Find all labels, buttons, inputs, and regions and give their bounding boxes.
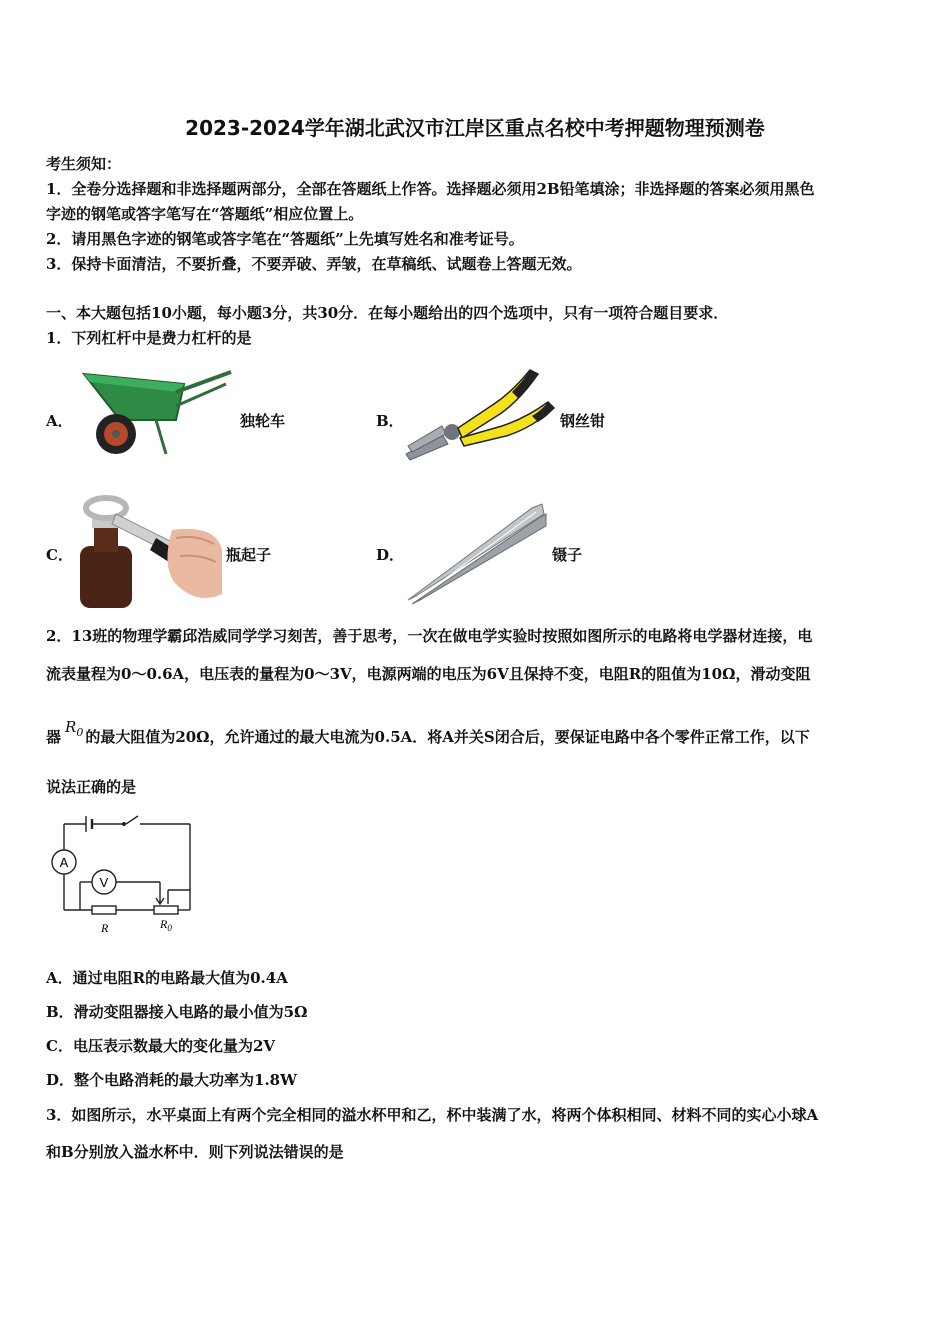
notice-heading: 考生须知： (46, 155, 122, 173)
q1-option-c-label: 瓶起子 (226, 546, 272, 564)
q2-line-3 (46, 718, 810, 753)
q1-option-c-letter[interactable]: C． (46, 546, 73, 564)
q2-line-4: 说法正确的是 (46, 778, 137, 796)
q2-option-b[interactable]: B．滑动变阻器接入电路的最小值为5Ω (46, 1003, 308, 1021)
notice-item-1: 1．全卷分选择题和非选择题两部分，全部在答题纸上作答。选择题必须用2B铅笔填涂；非选择题的答案必须用黑色 (46, 180, 815, 198)
notice-item-2: 2．请用黑色字迹的钢笔或答字笔在“答题纸”上先填写姓名和准考证号。 (46, 230, 524, 248)
notice-item-1-cont: 字迹的钢笔或答字笔写在“答题纸”相应位置上。 (46, 205, 364, 223)
rheostat-symbol (65, 718, 84, 739)
q1-option-b-letter[interactable]: B． (376, 412, 404, 430)
resistor-r-label: R (101, 921, 109, 935)
rheostat-r0-letter: R (160, 917, 168, 931)
q2-line-1: 2．13班的物理学霸邱浩威同学学习刻苦，善于思考，一次在做电学实验时按照如图所示的电路将电学器材连接，电 (46, 627, 813, 645)
q2-option-c[interactable]: C．电压表示数最大的变化量为2V (46, 1037, 276, 1055)
q2-option-d[interactable]: D．整个电路消耗的最大功率为1.8W (46, 1071, 297, 1089)
tweezers-image (404, 500, 550, 604)
rheostat-r0-sub: 0 (167, 923, 172, 933)
q3-line-2: 和B分别放入溢水杯中．则下列说法错误的是 (46, 1143, 344, 1161)
wheelbarrow-image (76, 362, 236, 462)
rheostat-r0 (154, 906, 178, 914)
ammeter-label: A (59, 855, 69, 870)
q1-option-d-letter[interactable]: D． (376, 546, 405, 564)
q1-option-b-label: 钢丝钳 (560, 412, 606, 430)
q2-line-2: 流表量程为0～0.6A，电压表的量程为0～3V，电源两端的电压为6V且保持不变，电阻R的阻值为10Ω，滑动变阻 (46, 665, 811, 683)
circuit-diagram (44, 812, 204, 936)
q2-line-3-body: 的最大阻值为20Ω，允许通过的最大电流为0.5A．将A并关S闭合后，要保证电路中各个零件正常工作，以下 (85, 728, 810, 746)
q1-stem: 1．下列杠杆中是费力杠杆的是 (46, 329, 252, 347)
q1-option-a-letter[interactable]: A． (46, 412, 73, 430)
switch-contact (122, 822, 126, 826)
rheostat-symbol-sub: 0 (76, 726, 84, 739)
q2-line-3-prefix: 器 (46, 728, 62, 746)
bottle-opener-image (76, 494, 226, 608)
rheostat-r0-label (159, 917, 172, 933)
section-heading: 一、本大题包括10小题，每小题3分，共30分．在每小题给出的四个选项中，只有一项符合题目要求． (46, 304, 729, 322)
q1-option-a-label: 独轮车 (240, 412, 286, 430)
page-title: 2023-2024学年湖北武汉市江岸区重点名校中考押题物理预测卷 (185, 116, 765, 140)
q3-line-1: 3．如图所示，水平桌面上有两个完全相同的溢水杯甲和乙，杯中装满了水，将两个体积相同、材料不同的实心小球A (46, 1106, 819, 1124)
notice-item-3: 3．保持卡面清洁，不要折叠，不要弄破、弄皱，在草稿纸、试题卷上答题无效。 (46, 255, 582, 273)
voltmeter-label: V (99, 875, 109, 890)
pliers-image (402, 362, 558, 462)
q1-option-d-label: 镊子 (552, 546, 583, 564)
resistor-r (92, 906, 116, 914)
rheostat-symbol-letter: R (65, 718, 77, 736)
q2-option-a[interactable]: A．通过电阻R的电路最大值为0.4A (46, 969, 288, 987)
